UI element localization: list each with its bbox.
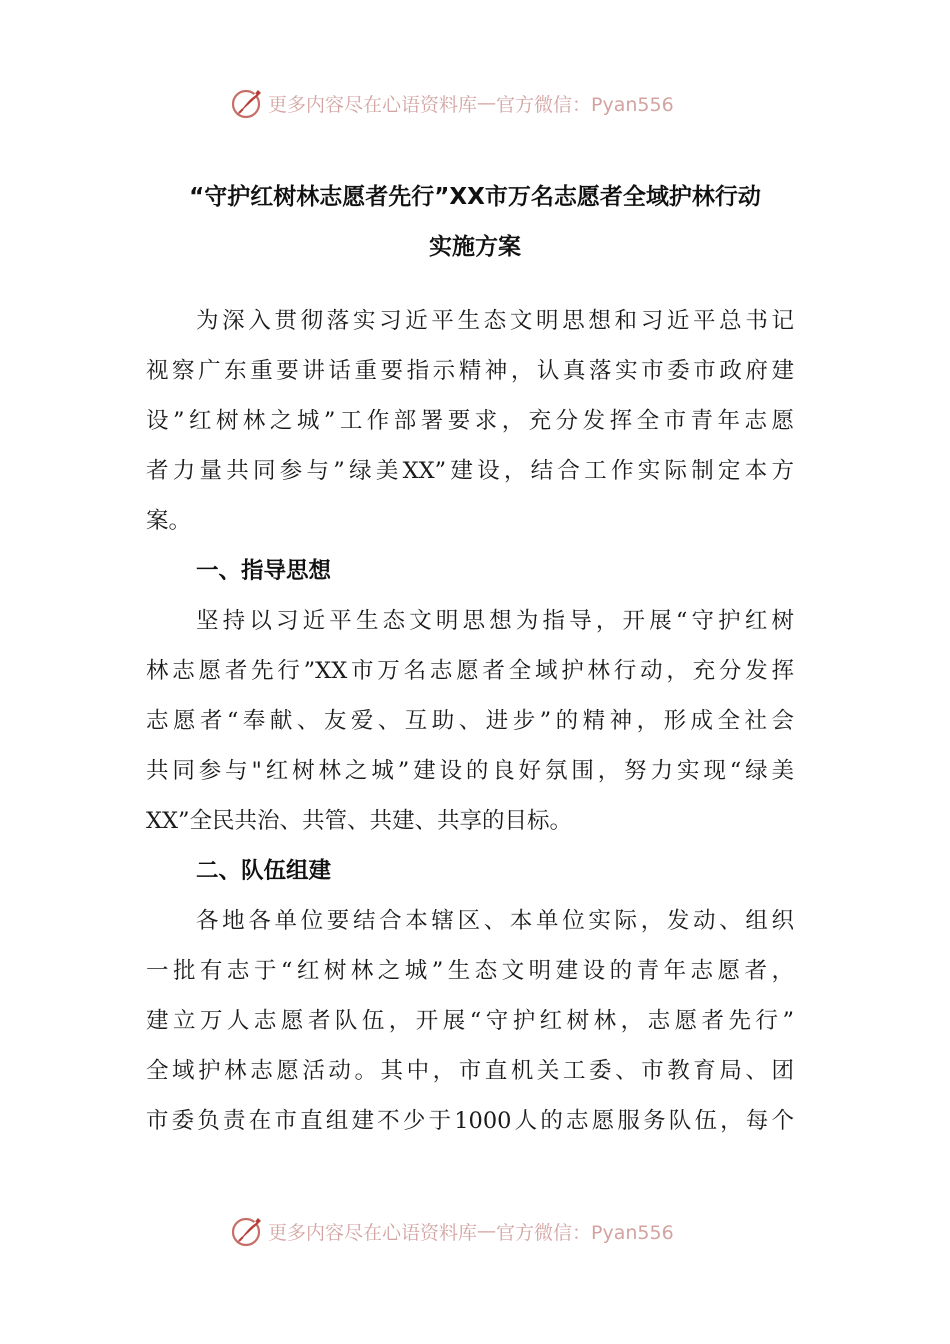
quill-logo-icon: [230, 86, 264, 120]
intro-line: 设”红树林之城”工作部署要求，充分发挥全市青年志愿: [146, 408, 794, 434]
quill-logo-icon: [230, 1214, 264, 1248]
watermark-dash: —: [477, 92, 497, 114]
document-title-line-2: 实施方案: [429, 234, 521, 260]
watermark-text: 更多内容尽在心语资料库: [268, 1221, 478, 1244]
section1-line: 林志愿者先行”XX市万名志愿者全域护林行动，充分发挥: [146, 658, 794, 684]
watermark-wechat: 官方微信：Pyan556: [496, 93, 674, 116]
intro-line: 为深入贯彻落实习近平生态文明思想和习近平总书记: [196, 308, 794, 334]
watermark-banner-bottom: [230, 1211, 750, 1251]
section2-line: 一批有志于“红树林之城”生态文明建设的青年志愿者，: [146, 958, 794, 984]
intro-line: 视察广东重要讲话重要指示精神，认真落实市委市政府建: [146, 358, 794, 384]
watermark-banner-top: [230, 83, 750, 123]
section1-line: XX”全民共治、共管、共建、共享的目标。: [146, 808, 573, 834]
section2-line: 建立万人志愿者队伍，开展“守护红树林，志愿者先行”: [146, 1008, 794, 1034]
section-heading-team-building: 二、队伍组建: [196, 858, 332, 884]
intro-line: 案。: [146, 508, 192, 534]
section2-line: 各地各单位要结合本辖区、本单位实际，发动、组织: [196, 908, 794, 934]
section1-line: 志愿者“奉献、友爱、互助、进步”的精神，形成全社会: [146, 708, 794, 734]
watermark-dash: —: [477, 1220, 497, 1242]
section1-line: 坚持以习近平生态文明思想为指导，开展“守护红树: [196, 608, 794, 634]
section2-line: 市委负责在市直组建不少于1000人的志愿服务队伍，每个: [146, 1108, 794, 1134]
section1-line: 共同参与"红树林之城”建设的良好氛围，努力实现“绿美: [146, 758, 794, 784]
watermark-text: 更多内容尽在心语资料库: [268, 93, 478, 116]
section-heading-guiding-ideology: 一、指导思想: [196, 558, 332, 584]
document-title-line-1: “守护红树林志愿者先行”XX市万名志愿者全域护林行动: [189, 184, 761, 210]
watermark-wechat: 官方微信：Pyan556: [496, 1221, 674, 1244]
intro-line: 者力量共同参与”绿美XX”建设，结合工作实际制定本方: [146, 458, 794, 484]
section2-line: 全域护林志愿活动。其中，市直机关工委、市教育局、团: [146, 1058, 794, 1084]
